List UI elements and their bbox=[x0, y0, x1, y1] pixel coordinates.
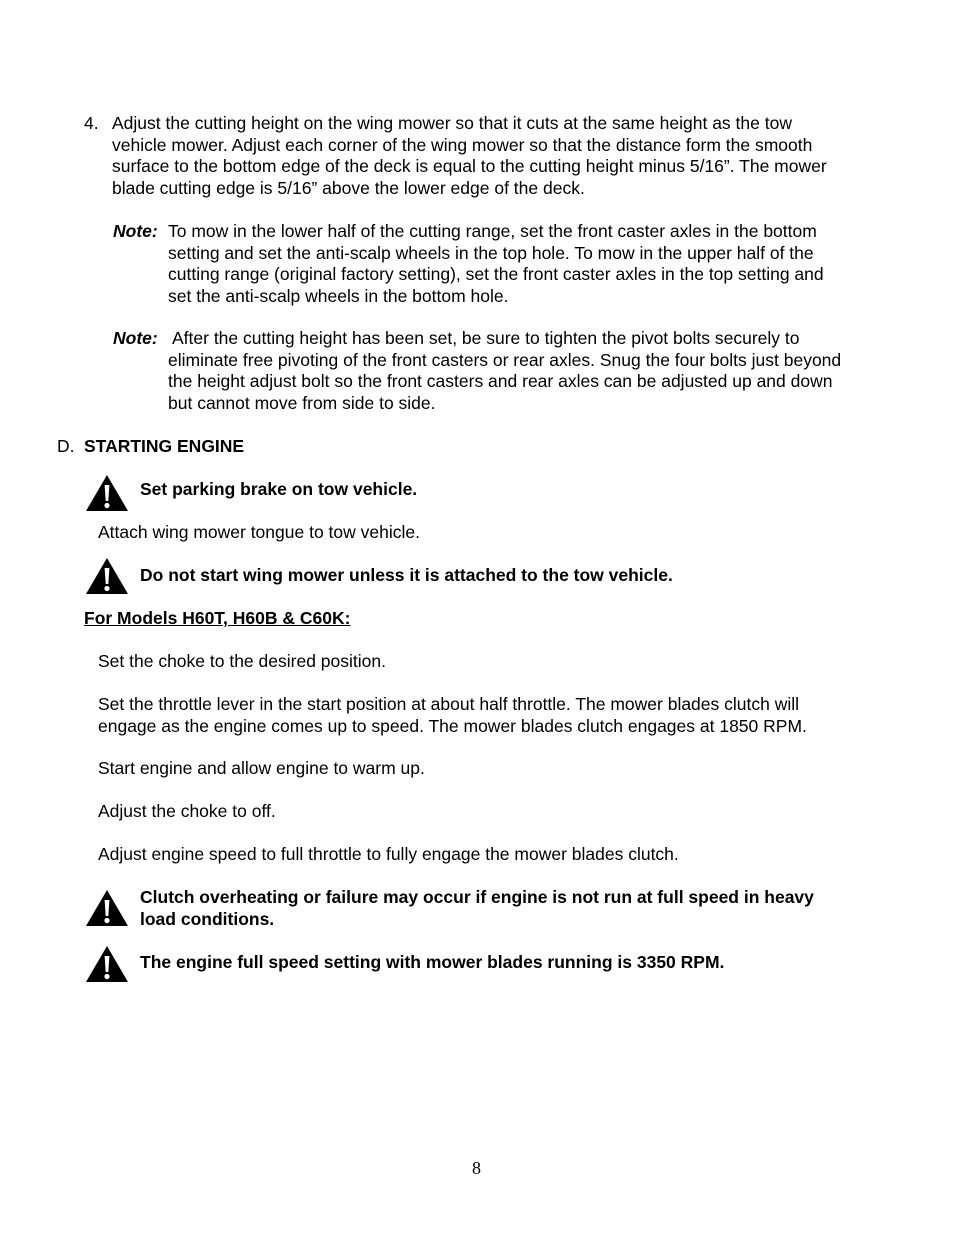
warning-triangle-icon bbox=[85, 889, 129, 927]
note-1-line: cutting range (original factory setting), set the front caster axles in the top setting and bbox=[168, 264, 824, 285]
models-heading: For Models H60T, H60B & C60K: bbox=[84, 608, 351, 628]
step-throttle bbox=[98, 694, 918, 737]
note-1-line: set the anti-scalp wheels in the bottom hole. bbox=[168, 285, 509, 306]
warning-clutch-overheating bbox=[140, 887, 920, 930]
note-2-line: After the cutting height has been set, be sure to tighten the pivot bolts securely to bbox=[172, 328, 800, 348]
warning-attach-tow: Do not start wing mower unless it is attached to the tow vehicle. bbox=[140, 565, 673, 585]
item-4-line: vehicle mower. Adjust each corner of the wing mower so that the distance form the smooth bbox=[112, 134, 813, 155]
note-2-label: Note: bbox=[113, 328, 158, 348]
step-choke: Set the choke to the desired position. bbox=[98, 651, 386, 671]
note-1-label: Note: bbox=[113, 221, 158, 241]
item-4-text bbox=[112, 113, 912, 199]
warning-triangle-icon bbox=[85, 474, 129, 512]
warning-triangle-icon bbox=[85, 945, 129, 983]
warning-clutch-line: load conditions. bbox=[140, 908, 275, 929]
step-throttle-line: Set the throttle lever in the start position at about half throttle. The mower blades clutch will bbox=[98, 694, 800, 714]
warning-triangle-icon bbox=[85, 557, 129, 595]
step-choke-off: Adjust the choke to off. bbox=[98, 801, 276, 821]
step-full-throttle: Adjust engine speed to full throttle to fully engage the mower blades clutch. bbox=[98, 844, 679, 864]
warning-clutch-line: Clutch overheating or failure may occur if engine is not run at full speed in heavy bbox=[140, 887, 814, 907]
warning-full-speed-rpm: The engine full speed setting with mower blades running is 3350 RPM. bbox=[140, 952, 725, 972]
note-1-text bbox=[168, 221, 918, 307]
item-4-line: surface to the bottom edge of the deck is equal to the cutting height minus 5/16”. The mower bbox=[112, 156, 827, 177]
item-4-number: 4. bbox=[84, 113, 99, 133]
item-4-line: blade cutting edge is 5/16” above the lower edge of the deck. bbox=[112, 177, 585, 198]
item-4-line: Adjust the cutting height on the wing mower so that it cuts at the same height as the tow bbox=[112, 113, 792, 133]
warning-parking-brake: Set parking brake on tow vehicle. bbox=[140, 479, 418, 499]
step-start-engine: Start engine and allow engine to warm up. bbox=[98, 758, 425, 778]
section-title: STARTING ENGINE bbox=[84, 436, 245, 456]
note-1-line: setting and set the anti-scalp wheels in the top hole. To mow in the upper half of the bbox=[168, 242, 814, 263]
page-number: 8 bbox=[472, 1158, 481, 1178]
note-1-line: To mow in the lower half of the cutting range, set the front caster axles in the bottom bbox=[168, 221, 817, 241]
section-letter: D. bbox=[57, 436, 75, 456]
note-2-line: but cannot move from side to side. bbox=[168, 392, 436, 413]
note-2-text bbox=[168, 328, 928, 414]
attach-instruction: Attach wing mower tongue to tow vehicle. bbox=[98, 522, 420, 542]
note-2-line: eliminate free pivoting of the front casters or rear axles. Snug the four bolts just beyond bbox=[168, 349, 842, 370]
step-throttle-line: engage as the engine comes up to speed. The mower blades clutch engages at 1850 RPM. bbox=[98, 715, 807, 736]
note-2-line: the height adjust bolt so the front casters and rear axles can be adjusted up and down bbox=[168, 371, 833, 392]
